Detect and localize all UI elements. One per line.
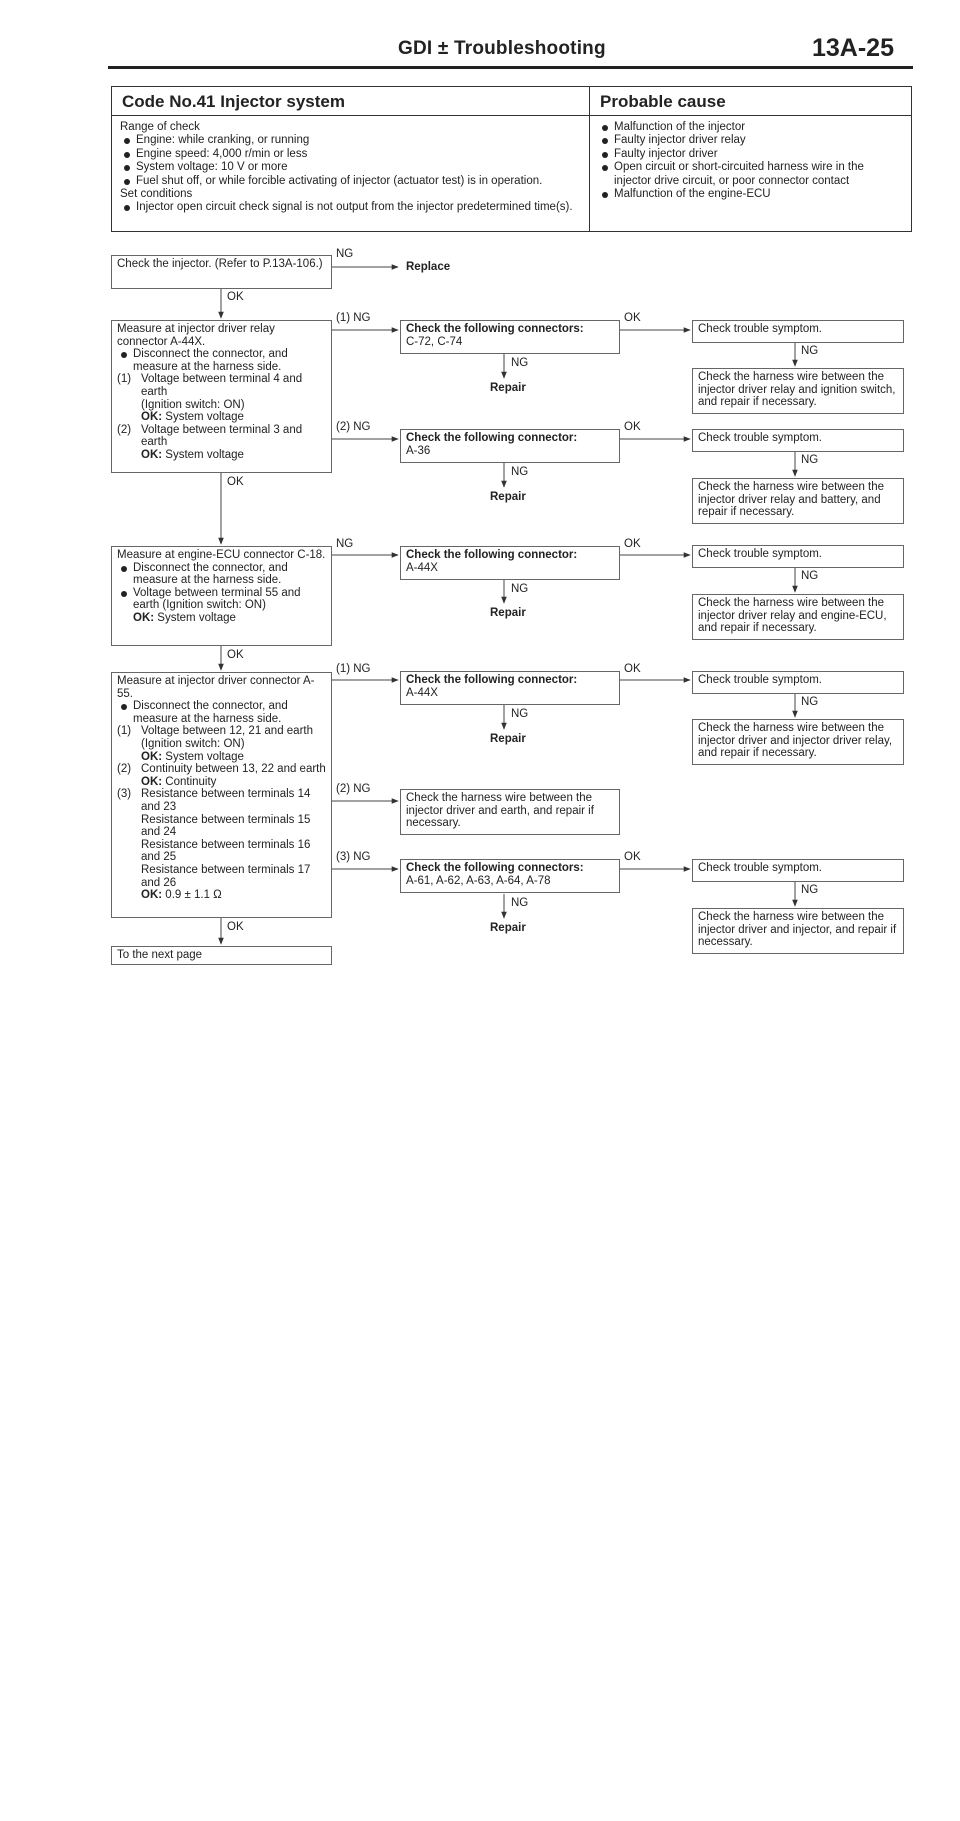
- step2-m2-ok-value: System voltage: [165, 448, 244, 461]
- s2-ng-label: NG: [801, 454, 819, 466]
- step2-branch1-label: (1) NG: [336, 312, 371, 324]
- cause-item: Malfunction of the engine-ECU: [598, 188, 903, 201]
- step3-ok-label: OK: [227, 649, 244, 661]
- step2-m2-ok-label: OK:: [141, 448, 163, 461]
- s1-ng-label: NG: [801, 345, 819, 357]
- step-measure-ecu-connector: [111, 546, 332, 646]
- step2-m2-text: Voltage between terminal 3 and earth: [141, 423, 303, 449]
- c5-value: A-61, A-62, A-63, A-64, A-78: [406, 874, 551, 887]
- step1-ok-label: OK: [227, 291, 244, 303]
- c2-repair-label: Repair: [490, 491, 526, 503]
- replace-label: Replace: [406, 261, 451, 273]
- c4-ok-label: OK: [624, 663, 641, 675]
- cause-item: Faulty injector driver: [598, 148, 903, 161]
- section-code: 13A-25: [812, 34, 894, 62]
- step4-title: Measure at injector driver connector A-55.: [117, 675, 315, 700]
- s3-ng-label: NG: [801, 570, 819, 582]
- set-title: Set conditions: [120, 188, 193, 201]
- step2-m1-text: Voltage between terminal 4 and earth: [141, 373, 303, 398]
- connector-check-a44x-2: [400, 671, 620, 705]
- step4-m3-num: (3): [117, 788, 132, 801]
- trouble-symptom-check-4: Check trouble symptom.: [692, 671, 904, 694]
- c5-repair-label: Repair: [490, 922, 526, 934]
- step3-ng-label: NG: [336, 538, 354, 550]
- c3-ng-label: NG: [511, 583, 529, 595]
- harness-check-relay-battery: Check the harness wire between the injector driver relay and battery, and repair if necessary.: [692, 478, 904, 524]
- cause-item: Open circuit or short-circuited harness wire in the injector drive circuit, or poor connector contact: [598, 161, 903, 188]
- step2-title: Measure at injector driver relay connector A-44X.: [117, 323, 275, 348]
- connector-check-a36: [400, 429, 620, 463]
- harness-check-relay-ecu: Check the harness wire between the injector driver relay and engine-ECU, and repair if necessary.: [692, 594, 904, 640]
- step4-branch2-label: (2) NG: [336, 783, 371, 795]
- step2-bullet: Disconnect the connector, and measure at the harness side.: [117, 348, 326, 373]
- step4-m1-cond: (Ignition switch: ON): [141, 737, 245, 750]
- c4-ng-label: NG: [511, 708, 529, 720]
- s5-ng-label: NG: [801, 884, 819, 896]
- step4-m1-ok: [117, 751, 326, 764]
- step-check-injector: Check the injector. (Refer to P.13A-106.): [111, 255, 332, 289]
- step4-m3-ok-value: 0.9 ± 1.1 Ω: [165, 889, 222, 902]
- step2-measure-1: [117, 373, 326, 398]
- step4-measure-3: [117, 788, 326, 813]
- step2-m1-cond: (Ignition switch: ON): [141, 398, 245, 411]
- trouble-symptom-check-3: Check trouble symptom.: [692, 545, 904, 568]
- c5-ng-label: NG: [511, 897, 529, 909]
- connector-check-a61-a78: [400, 859, 620, 893]
- step2-m2-ok: [117, 449, 326, 462]
- c2-ng-label: NG: [511, 466, 529, 478]
- c3-title: Check the following connector:: [406, 549, 578, 561]
- code-table-left-head: Code No.41 Injector system: [112, 87, 590, 116]
- step2-m1-ok-label: OK:: [141, 411, 163, 424]
- step4-m2-ok: [117, 776, 326, 789]
- step4-branch1-label: (1) NG: [336, 663, 371, 675]
- trouble-symptom-check-1: Check trouble symptom.: [692, 320, 904, 343]
- harness-check-relay-ignition: Check the harness wire between the injector driver relay and ignition switch, and repair if necessary.: [692, 368, 904, 414]
- step2-m1-num: (1): [117, 373, 132, 386]
- step3-ok-value: System voltage: [157, 611, 236, 624]
- step4-m1-ok-value: System voltage: [165, 750, 244, 763]
- trouble-symptom-check-5: Check trouble symptom.: [692, 859, 904, 882]
- step4-m1-num: (1): [117, 725, 132, 738]
- harness-check-driver-injector: Check the harness wire between the injector driver and injector, and repair if necessary.: [692, 908, 904, 954]
- c3-repair-label: Repair: [490, 607, 526, 619]
- step2-measure-2: [117, 424, 326, 449]
- step4-measure-1: [117, 725, 326, 738]
- step1-ng-label: NG: [336, 248, 354, 260]
- step2-m1-ok: [117, 411, 326, 424]
- c3-value: A-44X: [406, 561, 438, 574]
- step-measure-relay-connector: [111, 320, 332, 473]
- step4-ok-label: OK: [227, 921, 244, 933]
- step4-m3b-text: Resistance between terminals 15 and 24: [141, 813, 311, 839]
- harness-check-driver-relay: Check the harness wire between the injector driver and injector driver relay, and repair if necessary.: [692, 719, 904, 765]
- c5-title: Check the following connectors:: [406, 862, 584, 874]
- page-title: GDI ± Troubleshooting: [398, 38, 606, 59]
- connector-check-c72-c74: [400, 320, 620, 354]
- code-table-right-head: Probable cause: [590, 87, 911, 116]
- step4-m2-num: (2): [117, 763, 132, 776]
- step3-bullet-1: Disconnect the connector, and measure at the harness side.: [117, 562, 326, 587]
- step4-m1-text: Voltage between 12, 21 and earth: [141, 725, 314, 738]
- c1-repair-label: Repair: [490, 382, 526, 394]
- step4-m3-ok-label: OK:: [141, 889, 163, 902]
- step4-m3c-text: Resistance between terminals 16 and 25: [141, 838, 311, 864]
- c1-value: C-72, C-74: [406, 335, 463, 348]
- c2-ok-label: OK: [624, 421, 641, 433]
- range-item: Engine speed: 4,000 r/min or less: [120, 148, 581, 161]
- step2-ok-label: OK: [227, 476, 244, 488]
- step2-branch2-label: (2) NG: [336, 421, 371, 433]
- step3-bullet-2: Voltage between terminal 55 and earth (Ignition switch: ON): [117, 587, 326, 612]
- step-measure-driver-connector: [111, 672, 332, 918]
- step4-m2-ok-label: OK:: [141, 775, 163, 788]
- step4-m2-ok-value: Continuity: [165, 775, 217, 788]
- c4-value: A-44X: [406, 686, 438, 699]
- harness-check-driver-earth: Check the harness wire between the injector driver and earth, and repair if necessary.: [400, 789, 620, 835]
- c4-repair-label: Repair: [490, 733, 526, 745]
- c5-ok-label: OK: [624, 851, 641, 863]
- step2-m1-ok-value: System voltage: [165, 411, 244, 424]
- step2-m2-num: (2): [117, 423, 132, 436]
- s4-ng-label: NG: [801, 696, 819, 708]
- c2-value: A-36: [406, 444, 431, 457]
- range-item: System voltage: 10 V or more: [120, 161, 581, 174]
- step4-m2-text: Continuity between 13, 22 and earth: [141, 763, 326, 776]
- step4-measure-2: [117, 763, 326, 776]
- step4-m3d-text: Resistance between terminals 17 and 26: [141, 863, 311, 889]
- range-item: Engine: while cranking, or running: [120, 134, 581, 147]
- step4-m3a-text: Resistance between terminals 14 and 23: [141, 788, 311, 813]
- c3-ok-label: OK: [624, 538, 641, 550]
- c2-title: Check the following connector:: [406, 432, 578, 444]
- step4-m1-ok-label: OK:: [141, 750, 163, 763]
- step3-title: Measure at engine-ECU connector C-18.: [117, 549, 326, 561]
- c1-ng-label: NG: [511, 357, 529, 369]
- connector-check-a44x-1: [400, 546, 620, 580]
- range-title: Range of check: [120, 121, 200, 133]
- trouble-symptom-check-2: Check trouble symptom.: [692, 429, 904, 452]
- step4-bullet: Disconnect the connector, and measure at the harness side.: [117, 700, 326, 725]
- step4-branch3-label: (3) NG: [336, 851, 371, 863]
- c1-ok-label: OK: [624, 312, 641, 324]
- to-next-page: To the next page: [111, 946, 332, 965]
- step4-m3-ok: [117, 889, 326, 902]
- c4-title: Check the following connector:: [406, 674, 578, 686]
- step3-ok: [117, 612, 326, 625]
- c1-title: Check the following connectors:: [406, 323, 584, 335]
- cause-item: Faulty injector driver relay: [598, 134, 903, 147]
- cause-item: Malfunction of the injector: [598, 121, 903, 134]
- set-item: Injector open circuit check signal is not output from the injector predetermined time(s).: [120, 201, 581, 214]
- step3-ok-label: OK:: [133, 611, 155, 624]
- range-item: Fuel shut off, or while forcible activating of injector (actuator test) is in operation.: [120, 175, 581, 188]
